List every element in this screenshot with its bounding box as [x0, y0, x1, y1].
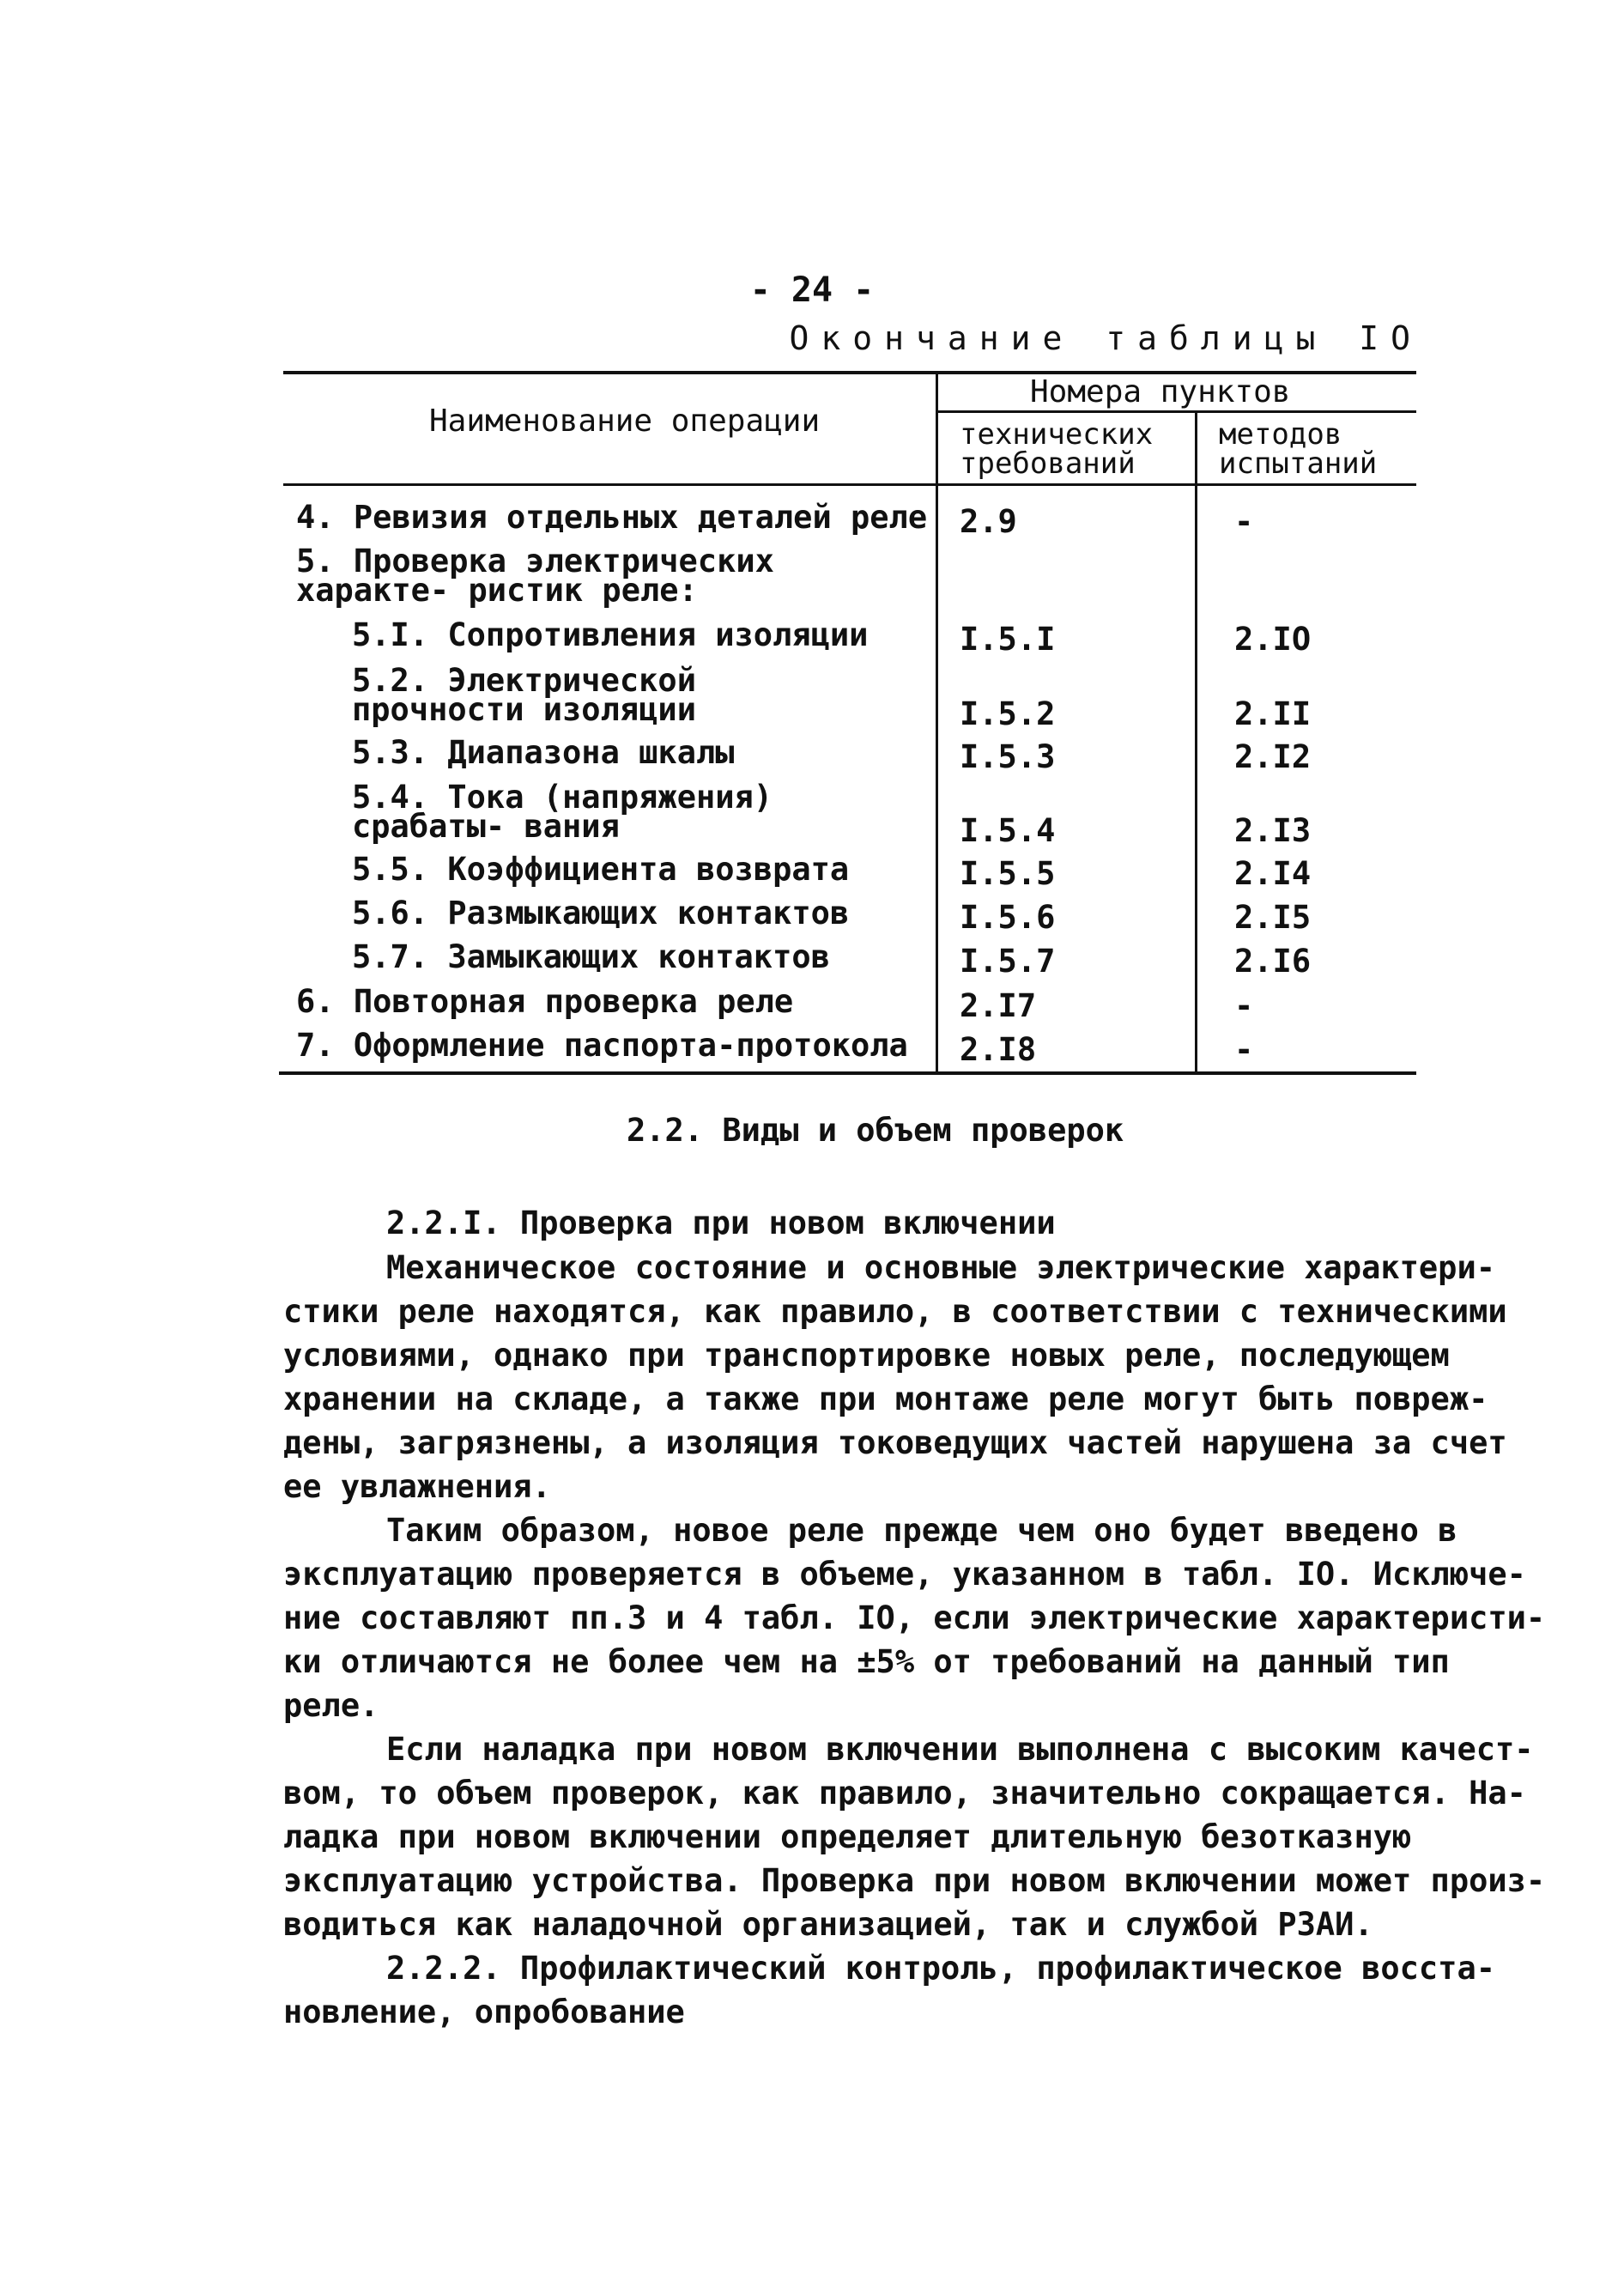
header-methods: методов испытаний	[1219, 417, 1378, 481]
text-line: Если наладка при новом включении выполнена с высоким качест-	[386, 1731, 1534, 1768]
text-line: эксплуатацию проверяется в объеме, указанном в табл. IO. Исключе-	[283, 1556, 1526, 1593]
row-tech: I.5.3	[960, 738, 1056, 775]
row-op: 5.2. Электрической прочности изоляции	[352, 662, 696, 728]
row-op: 5.6. Размыкающих контактов	[352, 895, 850, 932]
row-tech: I.5.7	[960, 943, 1056, 980]
text-line: новление, опробование	[283, 1994, 685, 2030]
row-tech: 2.I7	[960, 987, 1037, 1024]
numbers-header-rule	[937, 410, 1416, 413]
row-method: 2.I2	[1234, 738, 1312, 775]
text-line: 2.2.2. Профилактический контроль, профилактическое восста-	[386, 1950, 1496, 1987]
row-method: 2.I6	[1234, 943, 1312, 980]
row-method: 2.I5	[1234, 899, 1312, 936]
row-method: 2.I3	[1234, 812, 1312, 849]
text-line: водиться как наладочной организацией, так и службой РЗАИ.	[283, 1906, 1373, 1943]
row-tech: 2.9	[960, 503, 1017, 540]
header-numbers: Номера пунктов	[1030, 374, 1291, 410]
text-line: Таким образом, новое реле прежде чем оно будет введено в	[386, 1512, 1457, 1549]
row-op: 5.I. Сопротивления изоляции	[352, 616, 869, 653]
text-line: хранении на складе, а также при монтаже реле могут быть повреж-	[283, 1381, 1488, 1417]
table-caption: Окончание таблицы IO	[789, 319, 1422, 357]
text-line: ее увлажнения.	[283, 1468, 551, 1505]
page-number: - 24 -	[749, 270, 875, 310]
header-operation: Наименование операции	[429, 404, 821, 439]
text-line: ладка при новом включении определяет длительную безотказную	[283, 1818, 1412, 1855]
row-op: 4. Ревизия отдельных деталей реле	[296, 499, 928, 536]
row-method: 2.II	[1234, 695, 1312, 732]
text-line: ние составляют пп.3 и 4 табл. IO, если электрические характеристи-	[283, 1599, 1546, 1636]
row-method: -	[1234, 987, 1254, 1024]
row-op: 5.5. Коэффициента возврата	[352, 851, 850, 888]
section-title: 2.2. Виды и объем проверок	[627, 1112, 1124, 1149]
row-op: 5.3. Диапазона шкалы	[352, 734, 735, 771]
row-tech: I.5.6	[960, 899, 1056, 936]
column-divider-2	[1195, 412, 1197, 1073]
row-tech: I.5.I	[960, 621, 1056, 658]
text-line: Механическое состояние и основные электрические характери-	[386, 1249, 1496, 1286]
text-line: вом, то объем проверок, как правило, значительно сокращается. На-	[283, 1775, 1526, 1812]
column-divider-1	[936, 371, 938, 1073]
text-line: стики реле находятся, как правило, в соответствии с техническими	[283, 1293, 1507, 1330]
row-op: 5. Проверка электрических характе- ристик реле:	[296, 543, 774, 609]
text-line: реле.	[283, 1687, 379, 1724]
row-method: -	[1234, 503, 1254, 540]
table-bottom-rule	[279, 1071, 1416, 1075]
header-bottom-rule	[283, 483, 1416, 486]
row-op: 6. Повторная проверка реле	[296, 983, 794, 1020]
row-tech: I.5.5	[960, 855, 1056, 892]
text-line: условиями, однако при транспортировке новых реле, последующем	[283, 1337, 1450, 1374]
header-tech: технических требований	[960, 417, 1154, 481]
text-line: ки отличаются не более чем на ±5% от требований на данный тип	[283, 1643, 1450, 1680]
row-op: 5.7. Замыкающих контактов	[352, 938, 830, 975]
text-line: эксплуатацию устройства. Проверка при новом включении может произ-	[283, 1862, 1546, 1899]
text-line: дены, загрязнены, а изоляция токоведущих частей нарушена за счет	[283, 1424, 1507, 1461]
row-op: 7. Оформление паспорта-протокола	[296, 1027, 908, 1064]
row-op: 5.4. Тока (напряжения) срабаты- вания	[352, 779, 773, 845]
row-tech: 2.I8	[960, 1031, 1037, 1068]
row-method: 2.I4	[1234, 855, 1312, 892]
row-tech: I.5.4	[960, 812, 1056, 849]
row-method: -	[1234, 1031, 1254, 1068]
row-tech: I.5.2	[960, 695, 1056, 732]
text-line: 2.2.I. Проверка при новом включении	[386, 1205, 1056, 1241]
row-method: 2.IO	[1234, 621, 1312, 658]
